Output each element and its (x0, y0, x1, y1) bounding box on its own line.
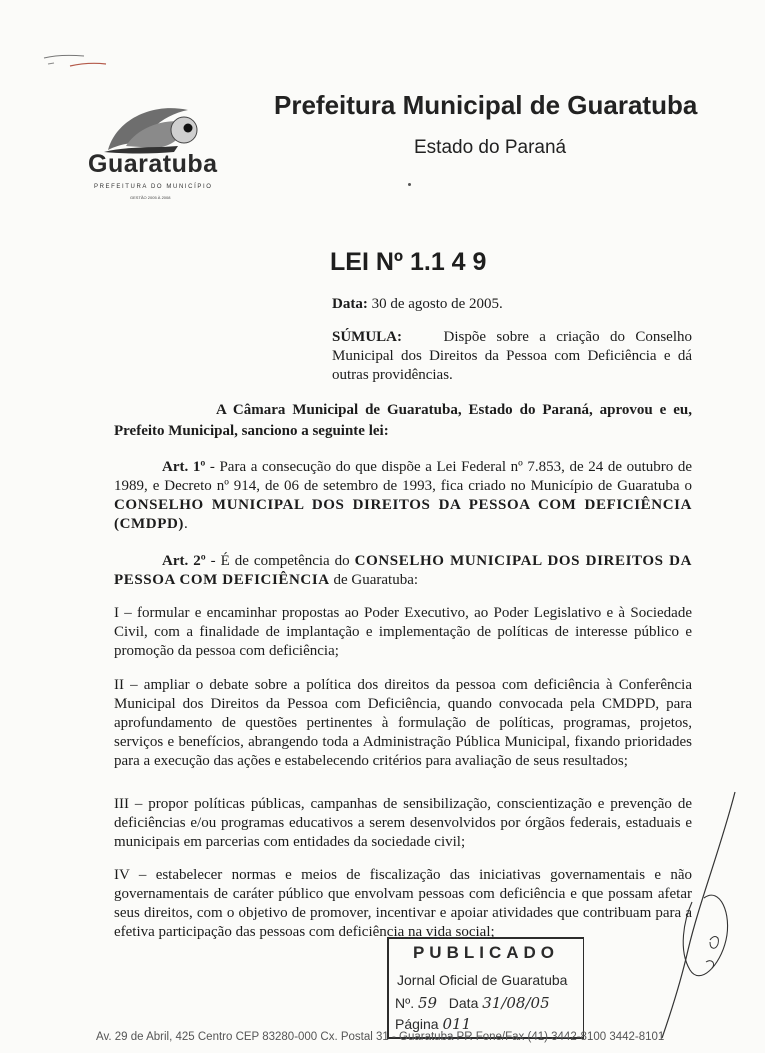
stamp-number-label: Nº. (395, 995, 415, 1011)
law-date (332, 296, 503, 313)
summary-text: Dispõe sobre a criação do Conselho Municipal dos Direitos da Pessoa com Deficiência e dá outras providências. (332, 329, 693, 383)
article-2-end: de Guaratuba: (329, 572, 419, 588)
stamp-journal: Jornal Oficial de Guaratuba (397, 972, 568, 988)
article-1-end: . (184, 516, 188, 532)
article-1-council-name: CONSELHO MUNICIPAL DOS DIREITOS DA PESSOA COM DEFICIÊNCIA (CMDPD) (114, 497, 692, 532)
pen-scribble-mark (40, 44, 120, 74)
article-1-text: - Para a consecução do que dispõe a Lei Federal nº 7.853, de 24 de outubro de 1989, e Decreto nº 914, de 06 de setembro de 1993, fica criado no Município de Guaratuba o (114, 459, 692, 494)
date-label: Data: (332, 296, 368, 312)
stamp-date-value: 31/08/05 (482, 994, 550, 1012)
stamp-page-label: Página (395, 1016, 439, 1032)
law-summary (332, 328, 692, 385)
article-2-label: Art. 2º (162, 553, 206, 569)
stamp-date-label: Data (448, 995, 479, 1011)
stray-dot (408, 183, 411, 186)
stamp-page-value: 011 (442, 1015, 472, 1033)
date-value: 30 de agosto de 2005. (371, 296, 503, 312)
list-item: I – formular e encaminhar propostas ao Poder Executivo, ao Poder Legislativo e à Sociedade Civil, com a finalidade de implantação e implementação de políticas de interesse público e promoção da pessoa com deficiência; (114, 605, 692, 659)
logo-wordmark: Guaratuba (88, 150, 218, 178)
list-item: II – ampliar o debate sobre a política dos direitos da pessoa com deficiência à Conferência Municipal dos Direitos da Pessoa com Deficiência, quando convocada pela CMDPD, para aprofundamento de questões pertinentes à formulação de políticas, programas, projetos, serviços e benefícios, abrangendo toda a Administração Pública Municipal, fixando prioridades para a execução das ações e estabelecendo critérios para avaliação de seus resultados; (114, 677, 692, 769)
stamp-title: PUBLICADO (412, 943, 560, 962)
list-item: III – propor políticas públicas, campanhas de sensibilização, conscientização e prevenção de deficiências e/ou programas educativos a serem desenvolvidos por órgãos federais, estaduais e municipais em parcerias com entidades da sociedade civil; (114, 796, 692, 850)
article-2-text: - É de competência do (205, 553, 355, 569)
article-1-label: Art. 1º (162, 459, 206, 475)
stamp-number-date-row (395, 994, 550, 1012)
page-subtitle: Estado do Paraná (414, 137, 567, 158)
logo-subtitle: PREFEITURA DO MUNICÍPIO (94, 184, 213, 190)
logo-period: GESTÃO 2005 À 2008 (130, 195, 171, 200)
law-number-title: LEI Nº 1.1 4 9 (330, 248, 487, 276)
list-item: IV – estabelecer normas e meios de fiscalização das iniciativas governamentais e não governamentais de caráter público que envolvam pessoas com deficiência e que possam afetar seus direitos, com o objetivo de promover, incentivar e apoiar atividades que contribuam para a efetiva participação das pessoas com deficiência na vida social; (114, 867, 692, 940)
article-2-council-name: CONSELHO MUNICIPAL DOS DIREITOS DA PESSOA COM DEFICIÊNCIA (114, 553, 693, 588)
footer-address: Av. 29 de Abril, 425 Centro CEP 83280-000 Cx. Postal 31 - Guaratuba PR Fone/Fax (41) 3442-8100 3442-8101 (96, 1031, 665, 1043)
stamp-number-value: 59 (418, 994, 438, 1012)
article-1 (114, 458, 692, 534)
article-2 (114, 552, 692, 590)
page-title: Prefeitura Municipal de Guaratuba (274, 90, 698, 120)
summary-label: SÚMULA: (332, 329, 402, 345)
preamble: A Câmara Municipal de Guaratuba, Estado do Paraná, aprovou e eu, Prefeito Municipal, sanciono a seguinte lei: (114, 402, 692, 439)
handwritten-signature (640, 790, 750, 1040)
publication-stamp (387, 937, 584, 1039)
